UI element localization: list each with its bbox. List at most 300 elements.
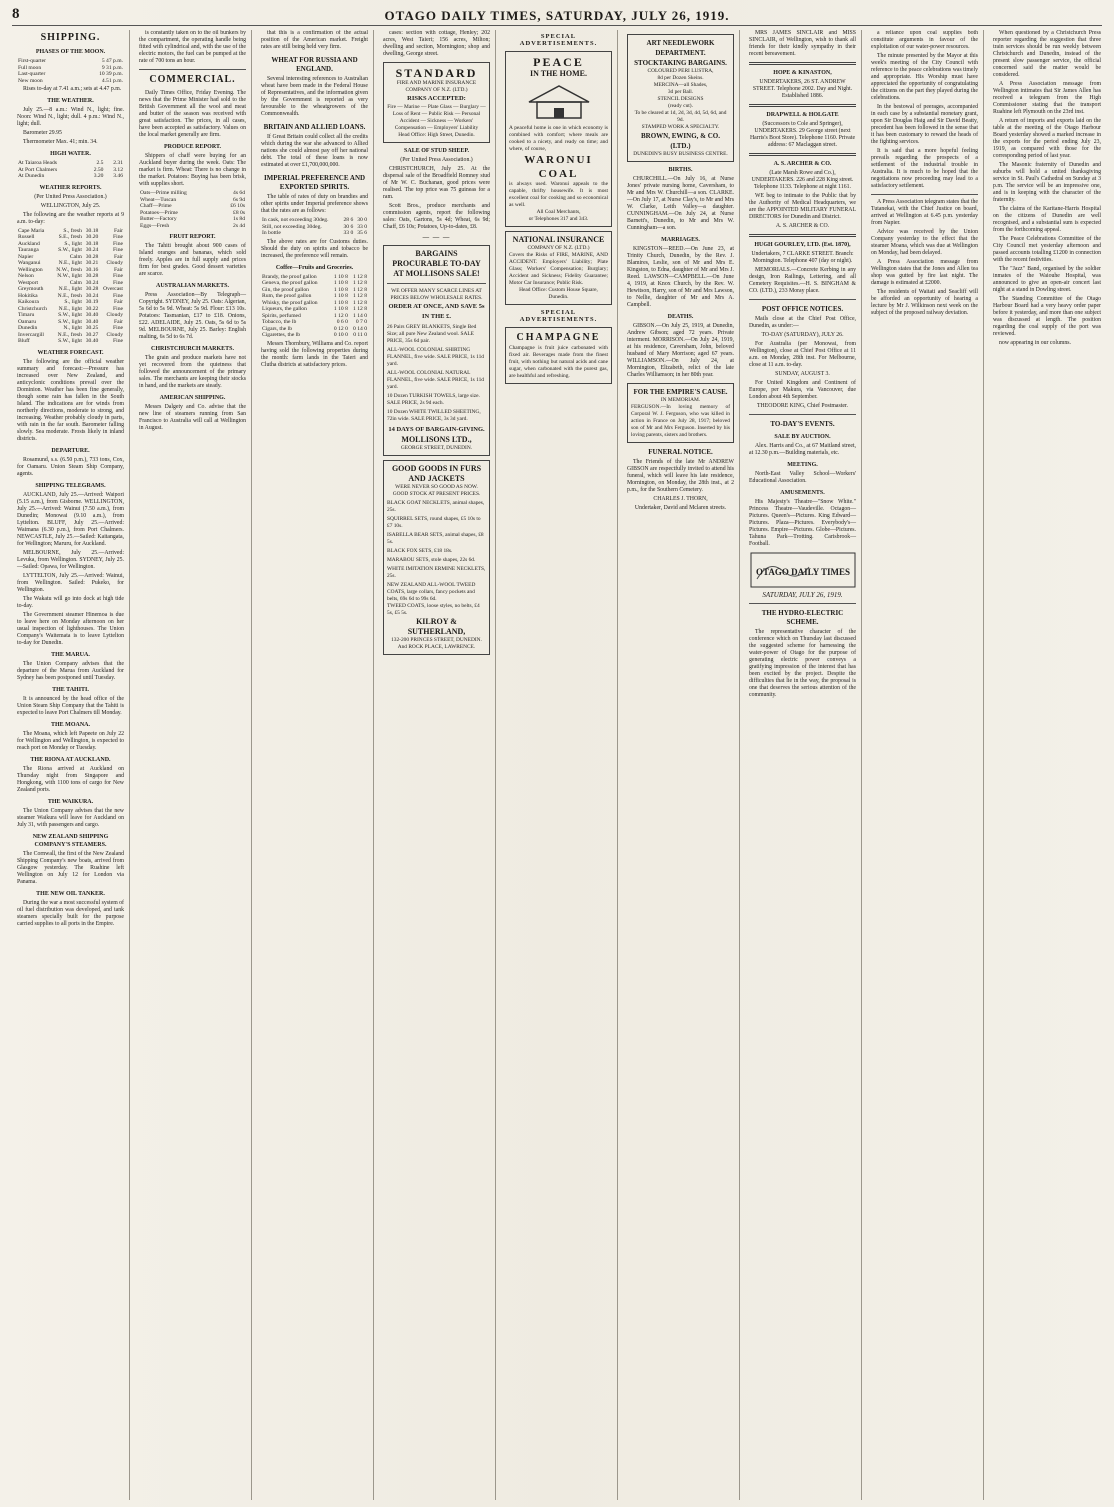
archer-sign: A. S. ARCHER & CO. [775,223,830,229]
peace-accounts-text: The Peace Celebrations Committee of the City Council met yesterday afternoon and passed accounts totalling £1200 in connection with the recent festivities. [993,236,1101,263]
station-row-cell: Cloudy [106,312,123,318]
imports-text: A return of imports and exports laid on the table at the meeting of the Otago Harbour Board yesterday showed a marked increase in the exports for the period ending July 23, 1919, as compared with those for the corresponding period of last year. [993,118,1101,159]
station-row-cell: Napier [18,253,34,260]
station-row-cell: Overcast [103,286,123,292]
station-row-cell: 30.28 [85,253,99,260]
station-row-cell: Fine [113,247,123,253]
station-row-cell: Oamaru [18,318,37,325]
high-water-row-cell: 2.50 [93,166,104,173]
meeting-text: North-East Valley School—Workers' Educational Association. [749,471,856,484]
commercial-text: Daily Times Office, Friday Evening. The news that the Prime Minister had sold to the British Government all the wool and meat and butter of the season was received with great satisfaction. The prices, in all cases, have been accepted as satisfactory. Values on the local market generally are firm. [139,90,246,138]
furs-subhead-2: GOOD STOCK AT PRESENT PRICES. [392,491,481,497]
gourley-text: Undertakers, 7 CLARKE STREET. Branch: Mornington. Telephone 407 (day or night). [751,251,854,264]
moon-row [17,78,124,85]
produce-row-cell: Eggs—Fresh [140,222,170,229]
furs-item: SQUIRREL SETS, round shapes, £5 10s to £7 10s. [387,516,481,529]
tariff-row-cell: 1 12 8 [353,299,367,306]
station-row-cell: Calm [69,253,82,260]
australian-markets-heading: AUSTRALIAN MARKETS. [155,283,229,289]
post-today-text: For Australia (per Monowai, from Wellington), close at Chief Post Office at 11 a.m. on Monday, 28th inst. For Melbourne, close at 11 a.m. to-day. [749,341,856,368]
tariff-row-cell: 1 12 8 [353,280,367,286]
high-water-heading: HIGH WATER. [50,151,91,157]
station-row-cell: N.E., light [58,305,82,312]
moana-text: The Moana, which left Papeete on July 22 for Wellington and Wellington, is expected to reach port on Monday or Tuesday. [17,730,124,751]
stencil-item: STENCIL DESIGNS [657,96,704,102]
mollisons-name: MOLLISONS LTD., [401,435,472,444]
produce-row-cell: Wheat—Tuscan [140,196,177,203]
empire-text: FERGUSON.—In loving memory of Corporal W. J. Ferguson, who was killed in action in France on July 28, 1917; beloved son of Mr and Mrs Ferguson. Inserted by his loving parents, sisters and brothers. [631,404,730,438]
tariff-row-cell: 1 14 0 [353,312,367,319]
weather-stations-table [17,228,124,345]
reports-heading: WEATHER REPORTS. [39,184,102,191]
station-row-cell: Tauranga [18,247,39,253]
station-row-cell: Fair [113,299,123,305]
mercina-item: MERCINA—all Shades, [653,82,708,88]
lustre-item: COLOURED PERI LUSTRA, [647,68,714,74]
tariff-row-cell: 0 10 0 [333,332,348,338]
col3-intro: that this is a confirmation of the actual position of the American market. Freight rates are still being held very firm. [261,30,368,50]
station-row [17,260,124,267]
high-water-table [17,160,124,180]
furs-item: BLACK GOAT NECKLETS, animal shapes, 25s. [387,500,485,513]
standard-list: Fire — Marine — Plate Glass — Burglary — Loss of Rent — Public Risk — Personal Accident — Sickness — Workers' Compensation — Employers' Liability [387,104,486,131]
station-row-cell: Bluff [18,338,30,344]
furs-item: WHITE IMITATION ERMINE NECKLETS, 25s. [387,566,486,579]
sale-text: Alex. Harris and Co., at 67 Maitland street, at 12.30 p.m.—Building materials, etc. [749,443,856,456]
station-row-cell: Cloudy [106,260,123,266]
station-row-cell: Fine [113,325,123,331]
station-row-cell: 30.28 [85,273,99,279]
departure-heading: DEPARTURE. [51,447,90,454]
empire-heading: FOR THE EMPIRE'S CAUSE. [633,388,728,396]
divider [749,603,856,604]
births-text: CHURCHILL.—On July 16, at Nurse Jones' private nursing home, Caversham, to Mr and Mrs W. Churchill—a son. CLARKE.—On July 17, at Nurse Clay's, to Mr and Mrs W. Clarke, Leith Valley—a daughter. CUNNINGHAM.—On July 24, at Nurse Barnett's, Dunedin, to Mr and Mrs W. Cunningham—a son. [627,176,734,231]
high-water-row-cell: At Port Chalmers [18,166,58,173]
bargain-item: 10 Dozen WHITE TWILLED SHEETING, 72in wide. SALE PRICE, 3s 3d yard. [387,409,481,422]
allies-text: If Great Britain could collect all the credits which during the war she advanced to Allied nations she could almost pay off her national debt. The total of these loans is now estimated at over £1,700,000,000. [261,134,368,168]
column-special-ads [500,30,618,1500]
column-insurance-bargains [378,30,496,1500]
furs-ad [383,460,490,655]
tariff-row-cell: 1 10 8 [333,299,348,306]
tariff-row-cell: 1 10 8 [333,273,348,280]
sale-heading: SALE BY AUCTION. [774,434,831,440]
tariff-table [261,274,368,339]
produce-row-cell: 1s 8d [233,216,245,222]
moon-table [17,58,124,84]
divider [871,194,978,195]
land-sales-text: Messrs Thornbury, Williams and Co. report having sold the following properties during the month: farm lands in the Taieri and Clutha districts at satisfactory prices. [261,340,368,368]
funeral-text: The Friends of the late Mr ANDREW GIBSON are respectfully invited to attend his funeral, which will leave his late residence, Mornington, on Monday, the 28th inst., at 2 p.m., for the Southern Cemetery. [627,459,734,493]
wheat-heading: WHEAT FOR RUSSIA AND ENGLAND. [271,56,358,73]
column-notices [622,30,740,1500]
coats-text-2: TWEED COATS, loose styles, no belts, £4 5s, £5 5s. [387,603,480,616]
station-row-cell: Fine [113,240,123,247]
station-row-cell: Fine [113,292,123,299]
moon-row-cell: 4.51 p.m. [101,77,123,84]
station-row-cell: 30.40 [85,312,99,318]
tariff-row-cell: Spirits, perfumed [262,312,301,319]
high-water-row-cell: 2.31 [113,160,123,166]
preference-row-cell: 33 0 [343,230,354,236]
station-row [17,286,124,293]
column-news-notes [988,30,1106,1500]
national-office: Head Office: Custom House Square, Dunedin. [519,287,598,300]
reports-dateline: WELLINGTON, July 25. [40,202,101,209]
post-office-heading: POST OFFICE NOTICES. [761,305,844,313]
furs-item: MARABOU SETS, stole shapes, 22s 6d. [387,557,476,563]
station-row-cell: Cloudy [106,331,123,338]
american-shipping-text: Messrs Dalgety and Co. advise that the new line of steamers running from San Francisco to Australia will call at Wellington in August. [139,404,246,431]
tariff-row-cell: 0 7 0 [355,319,367,325]
champagne-heading: CHAMPAGNE [516,332,601,343]
station-row-cell: 30.27 [85,331,99,338]
moon-row-cell: First-quarter [18,58,46,64]
deaths-heading: DEATHS. [667,314,694,320]
stud-sale-subhead: (Per United Press Association.) [400,157,473,163]
moon-row-cell: Full moon [18,64,42,71]
station-row-cell: Hokitika [18,292,38,299]
home-icon [519,82,599,122]
archer-text: (Late Marsh Rowe and Co.), UNDERTAKERS. 226 and 228 King street. Telephone 1133. Telephone at night 1161. [751,170,854,190]
produce-row-cell: 4s 6d [233,190,245,196]
bargains-heading: BARGAINS PROCURABLE TO-DAY AT MOLLISONS SALE! [392,249,481,278]
station-row [17,338,124,345]
moon-row-cell: Last-quarter [18,71,46,77]
brown-ewing-name: BROWN, EWING, & CO. (LTD.) [641,132,720,150]
bargains-subhead: WE OFFER MANY SCARCE LINES AT PRICES BELOW WHOLESALE RATES. [390,288,483,301]
brown-ewing-sub: DUNEDIN'S BUSY BUSINESS CENTRE. [633,151,728,157]
thorn-sub: Undertaker, David and Mclaren streets. [634,505,727,511]
high-water-row-cell: At Taiaroa Heads [18,160,57,166]
tahiti-heading: THE TAHITI. [52,686,89,693]
stencil-sub: (ready cut). [668,103,693,109]
high-water-row [17,173,124,180]
marua-heading: THE MARUA. [51,651,90,658]
high-water-row-cell: 3.20 [93,173,104,179]
station-row-cell: 30.24 [85,247,99,253]
station-row-cell: N., light [63,325,82,331]
christchurch-markets-heading: CHRISTCHURCH MARKETS. [150,346,234,352]
col2-intro: is constantly taken on to the oil bunkers by the compartment, the operating handle being fitted with cylindrical and, with the use of the electric motors, the fuel can be pumped at the rate of 700 tons an hour. [139,30,246,64]
marriages-text: KINGSTON—REED.—On June 23, at Trinity Church, Dunedin, by the Rev. J. Blamires, Leslie, son of Mr and Mrs E. Kingston, to Edna, daughter of Mr and Mrs J. Reed. LAWSON—CAMPBELL.—On June 4, 1919, at Knox Church, by the Rev. W. Hewitson, Harry, son of Mr and Mrs Lawson, to Nellie, daughter of Mr and Mrs A. Campbell. [627,246,734,308]
moon-row-cell: New moon [18,77,43,84]
page-number: 8 [12,6,20,22]
standard-office: Head Office: High Street, Dunedin. [398,132,475,138]
station-row-cell: Dunedin [18,325,38,331]
order-text: ORDER AT ONCE, AND SAVE 5s IN THE £. [388,303,485,320]
produce-row-cell: Butter—Factory [140,216,177,222]
mollisons-address: GEORGE STREET, DUNEDIN. [400,445,473,451]
memorials-text: MEMORIALS.—Concrete Kerbing in any design, Iron Railings, Lettering, and all Cemetery Requisites.—H. S. BINGHAM & CO. (LTD.), 233 Moray place. [749,267,856,294]
marriages-heading: MARRIAGES. [661,237,700,243]
station-row-cell: 30.19 [85,299,99,305]
station-row-cell: N.E., light [58,286,82,292]
bargain-days: 14 DAYS OF BARGAIN-GIVING. [388,426,485,433]
tariff-row-cell: 1 10 8 [333,293,348,299]
drapwell-heading: DRAPWELL & HOLGATE [766,112,839,118]
column-editorial [866,30,984,1500]
divider [749,153,856,156]
wheat-text: Several interesting references to Australian wheat have been made in the Federal House of Representatives, and the information given by the Government is reported as very favourable to the wheatgrowers of the Commonwealth. [261,76,368,117]
station-row-cell: Kaikoura [18,299,39,305]
peace-subhead: IN THE HOME. [530,69,587,78]
bargain-item: ALL-WOOL COLONIAL SHIRTING FLANNEL, five wide. SALE PRICE, 1s 11d yard. [387,347,484,367]
masthead-title: OTAGO DAILY TIMES, SATURDAY, JULY 26, 1919. [384,8,730,23]
special-ads-heading-2: SPECIAL ADVERTISEMENTS. [519,309,598,323]
thorn-name: CHARLES J. THORN, [653,496,708,502]
nzs-text: The Cornwall, the first of the New Zealand Shipping Company's new boats, arrived from Glasgow yesterday. The Ruahine left Wellington on July 12 for London via Panama. [17,850,124,885]
american-shipping-heading: AMERICAN SHIPPING. [159,395,226,401]
brown-ewing-ad [627,34,734,162]
weather-heading: THE WEATHER. [47,98,94,104]
amusements-text: His Majesty's Theatre—"Snow White." Princess Theatre—Vaudeville. Octagon—Pictures. Queen's—Pictures. King Edward—Pictures. Plaza—Pictures. Everybody's—Pictures. Empire—Pictures. Globe—Pictures. Tahuna Park—Trotting. Carisbrook—Football. [749,499,856,547]
moana-heading: THE MOANA. [51,721,90,728]
col9-tail: now appearing in our columns. [999,340,1071,346]
produce-row [139,223,246,230]
station-row-cell: S., light [64,240,82,247]
tariff-row-cell: 1 12 0 [333,312,348,319]
tariff-row-cell: Gin, the proof gallon [262,286,309,293]
postmaster: THEODORE KING, Chief Postmaster. [757,403,848,409]
sinclair-text: MRS JAMES SINCLAIR and MISS SINCLAIR, of Wellington, wish to thank all friends for their kindly sympathy in their recent bereavement. [749,30,856,57]
special-ads-heading: SPECIAL ADVERTISEMENTS. [519,33,598,47]
moon-row-cell: 5 47 p.m. [101,58,123,64]
station-row-cell: 30.18 [85,227,99,234]
telegrams-text: AUCKLAND, July 25.—Arrived: Waipori (5.15 a.m.), from Gisborne. WELLINGTON, July 25.—Arrived: Wainui (7.50 a.m.), from Dunedin; Monowai (9.10 a.m.), from Lyttelton. BLUFF, July 25.—Arrived: Waimana (6.30 p.m.), from Port Chalmers. NEWCASTLE, July 25.—Sailed: Kaitangata, for Wellington; Maruru, for Auckland. [17,491,124,547]
produce-row-cell: 6s 9d [233,196,245,203]
weather-text: July 25.—8 a.m.: Wind N., light; fine. Noon: Wind N., light; dull. 4 p.m.: Wind N., light; dull. [17,107,124,127]
forecast-heading: WEATHER FORECAST. [37,349,104,356]
barometer: Barometer 29.95 [23,130,62,136]
peace-text: A peaceful home is one in which economy is combined with comfort; where meals are cooked to a nicety, and ready on time; and where, of course, [509,125,608,152]
station-row-cell: 30.22 [85,305,99,312]
preference-row-cell: In bottle [262,230,281,236]
furs-item: BLACK FOX SETS, £18 18s. [387,548,453,554]
col4-intro: cases: section with cottage, Henley; 202 acres, West Taieri; 156 acres, Milton; dwelling and section, Mornington; shop and dwelling, George street. [383,30,490,57]
produce-row-cell: 2s 4d [233,222,245,229]
tariff-row-cell: Rum, the proof gallon [262,293,312,299]
tariff-row-cell: Liqueurs, the gallon [262,306,307,312]
station-row-cell: Nelson [18,273,34,279]
produce-row-cell: Chaff—Prime [140,203,172,209]
tariff-row-cell: 1 10 8 [333,280,348,286]
station-row-cell: S.W., light [58,338,82,344]
standard-subtitle: FIRE AND MARINE INSURANCE COMPANY OF N.Z. (LTD.) [396,80,477,93]
furs-heading: GOOD GOODS IN FURS AND JACKETS [391,464,482,483]
fire-text: A Press Association message from Wellington states that the Jones and Allen tea shop was gutted by fire last night. The damage is estimated at £2000. [871,259,978,286]
departure-text: Rosamund, s.s. (6.50 p.m.), 733 tons, Cox, for Oamaru. Union Steam Ship Company, agents. [17,456,124,477]
moon-row-cell: 10 39 p.m. [99,71,123,77]
meeting-heading: MEETING. [787,462,818,468]
station-row-cell: S.E., fresh [58,234,82,240]
station-row-cell: Christchurch [18,305,47,312]
station-row-cell: Fine [113,305,123,312]
post-sunday-text: For United Kingdom and Continent of Europe, per Makura, via Vancouver, due London about 4th September. [749,380,856,400]
stamped-text: STAMPED WORK A SPECIALTY. [641,124,720,130]
tariff-row-cell: 0 12 0 [333,325,348,332]
station-row-cell: 30.18 [85,240,99,247]
reports-subhead: (Per United Press Association.) [34,193,107,200]
tariff-row-cell: 0 6 0 [336,319,348,325]
empire-cause-box [627,383,734,443]
station-row-cell: 30.16 [85,266,99,273]
station-row-cell: Fine [113,234,123,240]
preference-row [261,230,368,237]
tariff-row-cell: 1 12 8 [353,293,367,299]
high-water-row-cell: 3.46 [113,173,123,179]
divider [387,283,486,284]
high-water-row-cell: 3.12 [113,166,123,173]
station-row-cell: Fair [113,253,123,260]
drapwell-text: (Successors to Cole and Springer), UNDERTAKERS. 29 George street (next Harris's Boot Store). Telephone 1160. Private address: 67 Maclaggan street. [749,121,856,148]
station-row-cell: Timaru [18,312,35,318]
preference-row-cell: 33 0 [357,223,367,230]
peerages-text: In the bestowal of peerages, accompanied in each case by a substantial monetary grant, upon Sir Douglas Haig and Sir David Beatty, precedent has been followed in the sense that it has been customary to reward the heads of the fighting services. [871,104,978,145]
bargain-item: 10 Dozen TURKISH TOWELS, large size. SALE PRICE, 2s 9d each. [387,393,480,406]
waronui-coal-ad [505,51,612,227]
deaths-text: GIBSON.—On July 25, 1919, at Dunedin, Andrew Gibson; aged 72 years. Private interment. MORRISON.—On July 24, 1919, at his residence, Caversham, John, beloved husband of Mary Morrison; aged 67 years. WILLIAMSON.—On July 24, at Mornington, Elizabeth, relict of the late Charles Williamson; in her 80th year. [627,323,734,378]
special-ads-divider: — — — [422,234,451,241]
station-row-cell: Fine [113,338,123,344]
station-row-cell: 30.24 [85,292,99,299]
high-water-row-cell: 2.5 [96,160,104,166]
national-subhead: COMPANY OF N.Z. (LTD.) [527,245,590,251]
standard-logo: STANDARD [395,66,478,80]
tariff-row-cell: Whisky, the proof gallon [262,299,318,306]
banner-name: OTAGO DAILY TIMES [755,567,851,577]
divider [749,104,856,107]
divider [749,414,856,415]
hope-heading: HOPE & KINASTON, [773,70,832,76]
national-insurance-ad [505,231,612,305]
coal-merchants: All Coal Merchants, [536,209,581,215]
station-row-cell: Fair [113,266,123,273]
stocktaking-heading: STOCKTAKING BARGAINS. [634,59,727,67]
col9-intro: When questioned by a Christchurch Press reporter regarding the suggestion that three train services should be run weekly between Christchurch and Dunedin, instead of the present slow passenger service, the official concerned said the matter would be considered. [993,30,1101,78]
duty-text: The above rates are for Customs duties. Should the duty on spirits and tobacco be increased, the preference will remain. [261,238,368,259]
moon-row-cell: 9 31 p.m. [101,64,123,71]
tariff-row-cell: 0 14 0 [353,325,367,332]
kilroy-address: 132-200 PRINCES STREET, DUNEDIN. And ROCK PLACE, LAWRENCE. [391,637,482,650]
bargain-item: 26 Pairs GREY BLANKETS, Single Bed Size; all pure New Zealand wool. SALE PRICE, 35s 6d pair. [387,324,477,344]
industrial-text: It is said that a more hopeful feeling prevails regarding the prospects of a settlement of the industrial trouble in Australia. It is much to be hoped that the negotiations now proceeding may lead to a satisfactory settlement. [871,148,978,189]
waikura-heading: THE WAIKURA. [47,798,94,805]
melbourne-text: MELBOURNE, July 25.—Arrived: Levuka, from Wellington. SYDNEY, July 25.—Sailed: Opawa, for Wellington. [17,549,124,570]
standard-insurance-ad [383,62,490,143]
shipping-notes: The Government steamer Hinemoa is due to leave here on Monday afternoon on her usual inspection of lighthouses. The Union Company's Waitemata is to leave Lyttelton to-day for Dunedin. [17,611,124,646]
preference-row-cell: In cask, not exceeding 30deg. [262,217,329,223]
station-row-cell: 30.40 [85,338,99,344]
station-row-cell: S.W., light [58,247,82,253]
stencil-text: To be cleared at 1d, 2d, 3d, 4d, 5d, 6d, and 9d. [634,110,727,123]
preference-row-cell: 30 6 [343,223,354,230]
produce-row-cell: £6 10s [230,203,245,209]
divider [749,299,856,300]
mercina-price: 3d per Ball. [667,89,694,95]
stud-sale-heading: SALE OF STUD SHEEP. [404,148,469,154]
sun-line: Rises to-day at 7.41 a.m.; sets at 4.47 p.m. [23,86,122,92]
station-row-cell: Greymouth [18,286,44,292]
station-row-cell: S., fresh [63,227,82,234]
divider [139,69,246,70]
station-row-cell: 30.21 [85,260,99,266]
hydro-text: The representative character of the conference which on Thursday last discussed the suggested scheme for harnessing the water-power of Otago for the purpose of generating electric power conveys a gratifying impression of the interest that has been excited by the project. Despite the difficulties that lie in the way, the proposal is one that deserves the serious attention of the community. [749,629,856,698]
mollisons-ad [383,245,490,456]
preference-row-cell: 30 0 [357,217,367,223]
preference-row-cell: 35 6 [357,230,367,236]
post-sunday: SUNDAY, AUGUST 3. [775,371,830,377]
tariff-row [261,332,368,339]
preference-table [261,217,368,237]
city-council-text: The minute presented by the Mayor at this week's meeting of the City Council with reference to the peace celebrations was timely and appropriate. His Worship must have appreciated the opportunity of congratulating the citizens on the part they played during the celebrations. [871,53,978,101]
champagne-ad [505,327,612,384]
reports-intro: The following are the weather reports at 9 a.m. to-day: [17,211,124,225]
standard-risks: RISKS ACCEPTED: [407,95,466,102]
station-row-cell: Cape Maria [18,227,45,234]
coal-phone: or Telephones 317 and 343. [528,216,589,222]
preference-row-cell: Still, not exceeding 30deg. [262,223,322,230]
bargain-item: ALL-WOOL COLONIAL NATURAL FLANNEL, five wide. SALE PRICE, 1s 11d yard. [387,370,484,390]
furs-subhead: WERE NEVER SO GOOD AS NOW. [395,484,478,490]
archer-text-2: WE beg to intimate to the Public that by the Authority of Medical Headquarters, we are the APPOINTED MILITARY FUNERAL DIRECTORS for Dunedin and District. [749,193,856,220]
tariff-row-cell: Cigarettes, the lb [262,332,301,338]
tariff-row-cell: Geneva, the proof gallon [262,280,318,286]
post-office-text: Mails close at the Chief Post Office, Dunedin, as under:— [749,316,856,329]
produce-row-cell: Oats—Prime milling [140,190,187,196]
station-row [17,312,124,319]
station-row-cell: 30.28 [85,286,99,292]
station-row-cell: Russell [18,234,35,240]
station-row-cell: Fine [113,273,123,279]
tariff-row-cell: Cigars, the lb [262,325,292,332]
tariff-row-cell: Tobacco, the lb [262,319,297,325]
divider [749,234,856,237]
kilroy-name: KILROY & SUTHERLAND, [407,617,466,636]
station-row-cell: 30.25 [85,325,99,331]
divider [749,62,856,65]
oil-text: During the war a most successful system of oil fuel distribution was developed, and tank steamers specially built for the purpose carried supplies to all ports in the Empire. [17,899,124,927]
tariff-row-cell: 0 11 0 [353,332,367,338]
station-row-cell: Auckland [18,240,40,247]
fruit-text: The Tahiti brought about 900 cases of Island oranges and bananas, which sold freely. Apples are in full supply and prices firm for best grades. Good dessert varieties are scarce. [139,243,246,277]
station-row-cell: N.E., light [58,260,82,266]
moana-delay-text: Advice was received by the Union Company yesterday to the effect that the steamer Moana, which was due at Wellington on Monday, had been delayed. [871,229,978,256]
station-row-cell: Wanganui [18,260,41,266]
shipping-heading: SHIPPING. [40,32,101,43]
tariff-heading: Coffee—Fruits and Groceries. [275,264,354,271]
station-row-cell: Fair [113,318,123,325]
station-row-cell: N.W., fresh [56,266,82,273]
banner-date: SATURDAY, JULY 26, 1919. [762,591,843,599]
tariff-row-cell: 1 10 8 [333,286,348,293]
tariff-row-cell: 1 10 8 [333,306,348,312]
marua-text: The Union Company advises that the departure of the Marua from Auckland for Sydney has been postponed until Tuesday. [17,660,124,681]
column-commercial [134,30,252,1500]
national-heading: NATIONAL INSURANCE [512,235,605,244]
preference-heading: IMPERIAL PREFERENCE AND EXPORTED SPIRITS. [263,174,366,191]
riona-text: The Riona arrived at Auckland on Thursday night from Singapore and Hongkong, with 1100 tons of cargo for New Zealand ports. [17,765,124,793]
produce-heading: PRODUCE REPORT. [163,144,221,150]
tariff-row-cell: 1 12 8 [353,306,367,312]
thermometer: Thermometer Max. 41; min. 34. [23,139,98,145]
high-water-row-cell: At Dunedin [18,173,45,179]
moon-heading: PHASES OF THE MOON. [35,49,106,55]
stud-sale-text: CHRISTCHURCH, July 25. At the dispersal sale of the Broadfield Romney stud of Mr W. C. Buchanan, good prices were realised. The top price was 75 guineas for a ram. [383,166,490,200]
masthead [12,6,1102,26]
station-row-cell: Fair [113,227,123,234]
champagne-text: Champagne is fruit juice carbonated with fixed air. Beverages made from the finest fruit, with nothing but natural acids and cane sugar, when carbonated with the purest gas, are healthful and refreshing. [509,345,608,379]
